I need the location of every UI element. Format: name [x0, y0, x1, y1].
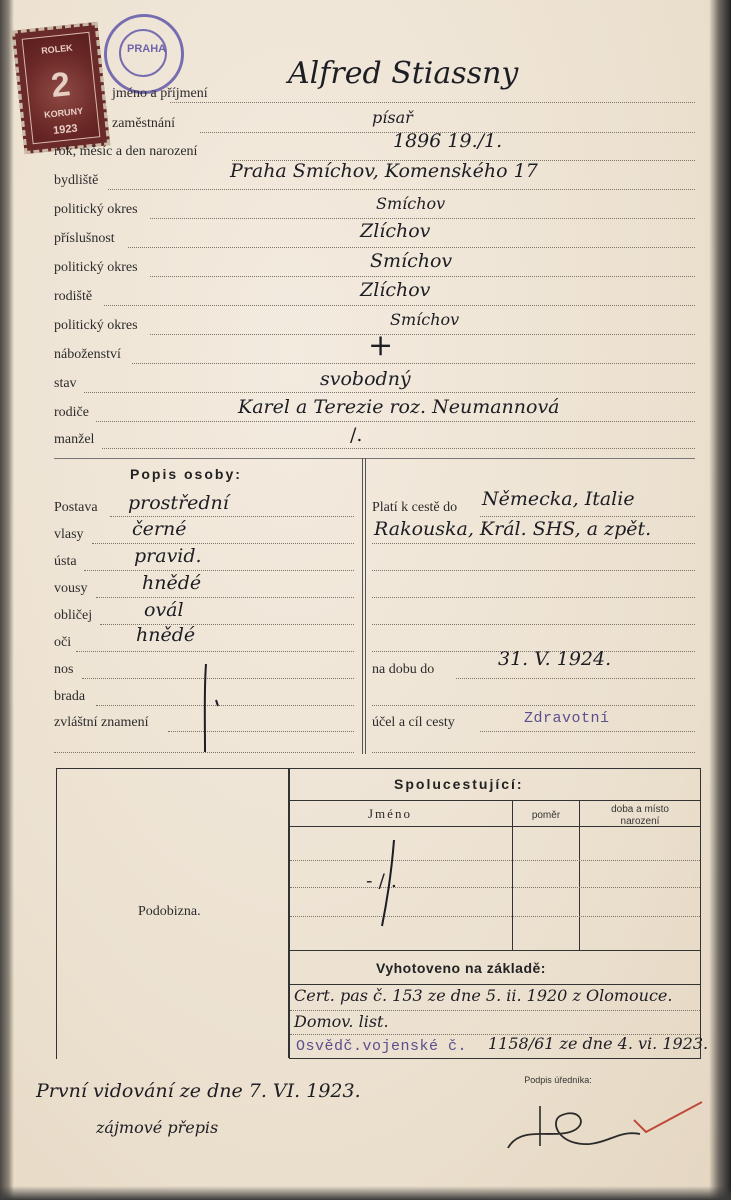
bydliste-label: bydliště [54, 173, 99, 188]
spolucestujici-title: Spolucestující: [394, 776, 524, 792]
column-divider-b [365, 458, 366, 754]
rodice-value: Karel a Terezie roz. Neumannová [238, 396, 560, 418]
stamp-year: 1923 [52, 122, 79, 138]
okres1-line [150, 218, 695, 219]
spol-row-2 [290, 887, 700, 888]
photo-label: Podobizna. [138, 904, 201, 919]
left-edge [0, 0, 14, 1200]
prijmeni-line [170, 102, 695, 103]
travel-end-line [372, 752, 695, 753]
postava-line [110, 516, 354, 517]
popis-strike-mark [196, 660, 226, 756]
ucel-line [480, 731, 695, 732]
spol-row-3 [290, 916, 700, 917]
dobu-line [456, 678, 695, 679]
bottom-edge [0, 1186, 731, 1200]
oci-line [76, 651, 354, 652]
vyh-row-1 [290, 1010, 700, 1011]
rodice-label: rodiče [54, 405, 89, 420]
manzel-value: /. [350, 424, 363, 446]
bydliste-value: Praha Smíchov, Komenského 17 [230, 160, 538, 182]
spol-dash: - / . [366, 870, 397, 892]
usta-value: pravid. [134, 545, 202, 567]
oblicej-label: obličej [54, 608, 93, 623]
rodiste-label: rodiště [54, 289, 93, 304]
oci-label: oči [54, 635, 72, 650]
stav-value: svobodný [320, 368, 411, 390]
plati-line-3 [372, 570, 695, 571]
vousy-value: hnědé [142, 572, 202, 594]
prislusnost-label: příslušnost [54, 231, 115, 246]
spol-row-1 [290, 860, 700, 861]
postava-value: prostřední [128, 492, 229, 514]
dobu-value: 31. V. 1924. [498, 648, 612, 670]
narozeni-label: rok, měsíc a den narození [54, 144, 198, 159]
plati-value-2: Rakouska, Král. SHS, a zpět. [374, 518, 652, 540]
spol-col-div-1 [512, 800, 513, 950]
postava-label: Postava [54, 500, 98, 515]
plati-line-5 [372, 624, 695, 625]
ucel-label: účel a cíl cesty [372, 715, 455, 730]
plati-line-4 [372, 597, 695, 598]
vousy-label: vousy [54, 581, 88, 596]
vyhotoveno-line2: Domov. list. [294, 1012, 389, 1031]
nabozenstvi-line [132, 363, 695, 364]
vyhotoveno-title: Vyhotoveno na základě: [376, 960, 546, 976]
nabozenstvi-label: náboženství [54, 347, 121, 362]
okres3-value: Smíchov [390, 310, 460, 329]
oblicej-value: ovál [144, 599, 184, 621]
manzel-label: manžel [54, 432, 95, 447]
stamp-value: 2 [49, 65, 73, 105]
nabozenstvi-value: + [368, 328, 394, 363]
stamp-top-text: ROLEK [40, 42, 74, 56]
stav-label: stav [54, 376, 77, 391]
narozeni-value: 1896 19./1. [393, 130, 503, 152]
vlasy-label: vlasy [54, 527, 84, 542]
round-stamp-text: PRAHA [127, 43, 167, 55]
spol-col-div-2 [579, 800, 580, 950]
col-doba-1: doba a místo [611, 804, 669, 815]
prislusnost-line [128, 247, 695, 248]
okres2-line [150, 276, 695, 277]
dobu-line-2 [372, 705, 695, 706]
manzel-line [102, 448, 695, 449]
col-pomer: poměr [531, 810, 561, 821]
prislusnost-value: Zlíchov [360, 220, 431, 242]
vlasy-value: černé [132, 518, 187, 540]
oci-value: hnědé [136, 624, 196, 646]
photo-divider [288, 768, 290, 1058]
okres2-label: politický okres [54, 260, 138, 275]
rodice-line [96, 421, 695, 422]
usta-line [84, 570, 354, 571]
vyhotoveno-line3-typed: Osvědč.vojenské č. [296, 1038, 468, 1055]
signature-text [544, 1096, 593, 1112]
plati-line-2 [372, 543, 695, 544]
okres3-line [150, 334, 695, 335]
section-divider [54, 458, 695, 459]
right-edge [709, 0, 731, 1200]
red-check-mark [628, 1098, 708, 1138]
prijmeni-value: Alfred Stiassny [288, 56, 519, 91]
okres3-label: politický okres [54, 318, 138, 333]
okres1-value: Smíchov [376, 194, 446, 213]
plati-value-1: Německa, Italie [482, 488, 635, 510]
okres2-value: Smíchov [370, 250, 453, 272]
vyh-bottom-line [289, 1058, 700, 1059]
brada-label: brada [54, 689, 86, 704]
bydliste-line [108, 189, 695, 190]
rodiste-value: Zlíchov [360, 279, 431, 301]
spol-bottom-line [289, 950, 700, 951]
znameni-label: zvláštní znamení [54, 715, 149, 730]
vlasy-line [92, 543, 354, 544]
dobu-label: na dobu do [372, 662, 435, 677]
popis-title: Popis osoby: [130, 466, 242, 482]
vyhotoveno-line3-hand: 1158/61 ze dne 4. vi. 1923. [488, 1034, 709, 1053]
note-line2: zájmové přepis [96, 1118, 219, 1137]
spol-strike-mark [374, 836, 404, 930]
col-jmeno: Jméno [368, 806, 412, 821]
plati-line [480, 516, 695, 517]
col-doba-2: narození [620, 816, 660, 827]
rodiste-line [104, 305, 695, 306]
zamestnani-value: písař [372, 108, 413, 127]
nos-label: nos [54, 662, 74, 677]
stamp-currency: KORUNY [43, 105, 84, 120]
stav-line [84, 392, 695, 393]
okres1-label: politický okres [54, 202, 138, 217]
podpis-label: Podpis úředníka: [524, 1075, 592, 1085]
zamestnani-label: zaměstnání [112, 116, 175, 131]
ucel-value: Zdravotní [524, 710, 610, 727]
note-line1: První vidování ze dne 7. VI. 1923. [36, 1080, 361, 1102]
usta-label: ústa [54, 554, 77, 569]
vousy-line [96, 597, 354, 598]
spol-line-1 [289, 800, 700, 801]
prijmeni-label: jméno a příjmení [112, 86, 208, 101]
plati-label: Platí k cestě do [372, 500, 458, 515]
column-divider-a [362, 458, 363, 754]
vyhotoveno-line1: Cert. pas č. 153 ze dne 5. ii. 1920 z Olomouce. [294, 986, 673, 1005]
round-office-stamp [104, 14, 184, 94]
vyhotoveno-line [289, 984, 700, 985]
revenue-stamp [12, 22, 110, 154]
